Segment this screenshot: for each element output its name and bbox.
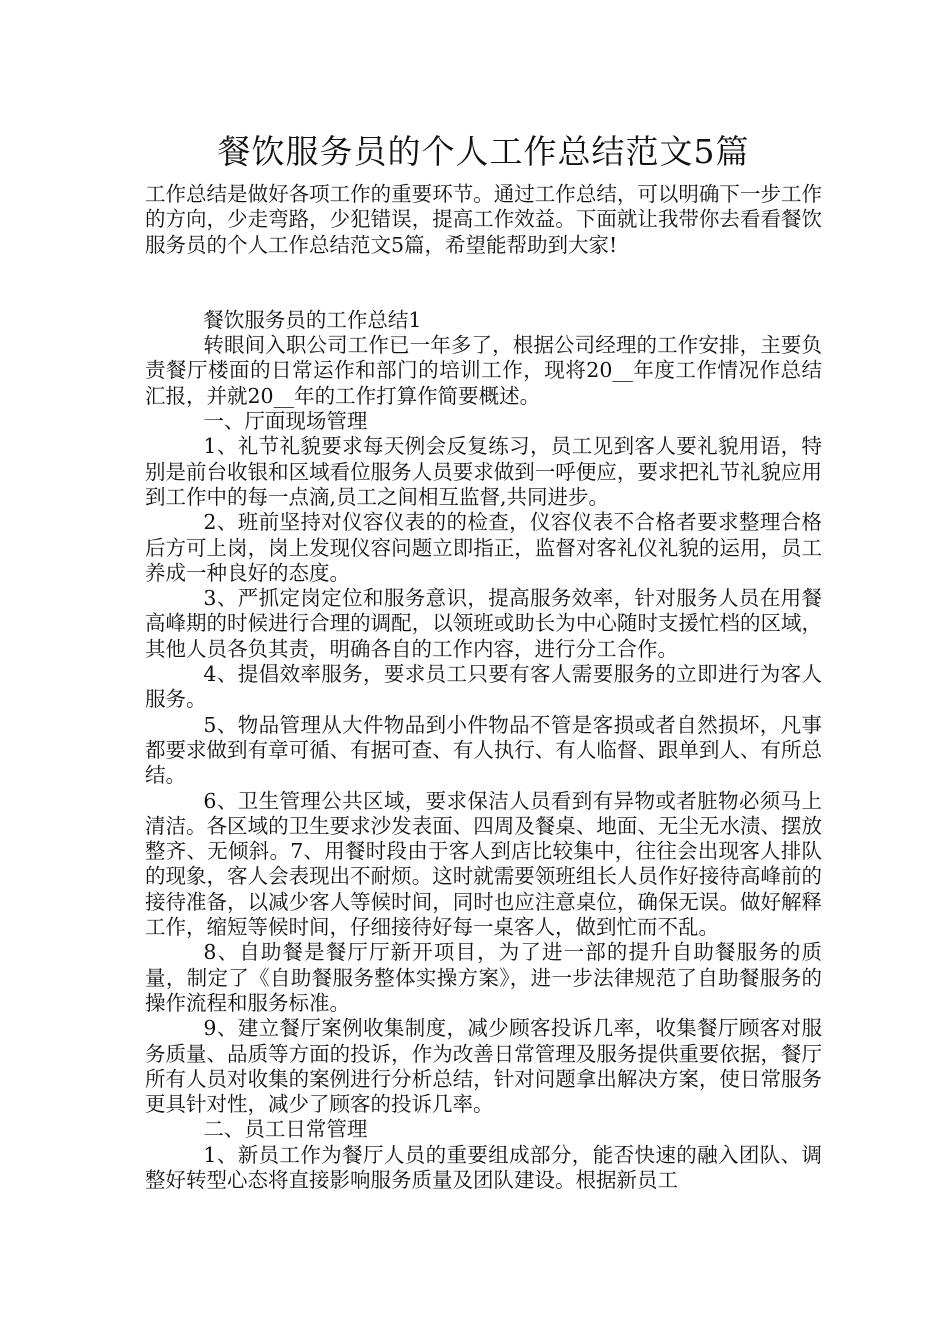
paragraph-gap [145,258,822,308]
body-paragraph: 9、建立餐厅案例收集制度，减少顾客投诉几率，收集餐厅顾客对服务质量、品质等方面的投诉，作为改善日常管理及服务提供重要依据，餐厅所有人员对收集的案例进行分析总结，针对问题拿出解决方案，使日常服务更具针对性，减少了顾客的投诉几率。 [145,1016,822,1117]
subsection-heading: 二、员工日常管理 [203,1117,368,1142]
body-paragraph: 2、班前坚持对仪容仪表的的检查，仪容仪表不合格者要求整理合格后方可上岗，岗上发现仪容问题立即指正，监督对客礼仪礼貌的运用，员工养成一种良好的态度。 [145,510,822,585]
body-paragraph: 5、物品管理从大件物品到小件物品不管是客损或者自然损坏，凡事都要求做到有章可循、有据可查、有人执行、有人临督、跟单到人、有所总结。 [145,712,822,788]
body-paragraph: 1、新员工作为餐厅人员的重要组成部分，能否快速的融入团队、调整好转型心态将直接影响服务质量及团队建设。根据新员工 [145,1142,822,1192]
subsection-heading: 一、厅面现场管理 [203,409,368,434]
body-paragraph: 6、卫生管理公共区域，要求保洁人员看到有异物或者脏物必须马上清洁。各区域的卫生要求沙发表面、四周及餐桌、地面、无尘无水渍、摆放整齐、无倾斜。7、用餐时段由于客人到店比较集中，往往会出现客人排队的现象，客人会表现出不耐烦。这时就需要领班组长人员作好接待高峰前的接待准备，以减少客人等候时间，同时也应注意桌位，确保无误。做好解释工作，缩短等候时间，仔细接待好每一桌客人，做到忙而不乱。 [145,788,822,940]
body-paragraph: 3、严抓定岗定位和服务意识，提高服务效率，针对服务人员在用餐高峰期的时候进行合理的调配，以领班或助长为中心随时支援忙档的区域，其他人员各负其责，明确各自的工作内容，进行分工合作。 [145,586,822,661]
document-title: 餐饮服务员的个人工作总结范文5篇 [217,132,750,171]
body-paragraph: 4、提倡效率服务，要求员工只要有客人需要服务的立即进行为客人服务。 [145,662,822,712]
section-heading: 餐饮服务员的工作总结1 [203,307,422,332]
body-paragraph: 8、自助餐是餐厅厅新开项目，为了进一部的提升自助餐服务的质量，制定了《自助餐服务整体实操方案》，进一步法律规范了自助餐服务的操作流程和服务标准。 [145,940,822,1015]
intro-paragraph: 工作总结是做好各项工作的重要环节。通过工作总结，可以明确下一步工作的方向，少走弯路，少犯错误，提高工作效益。下面就让我带你去看看餐饮服务员的个人工作总结范文5篇，希望能帮助到大家! [145,182,822,257]
body-paragraph: 转眼间入职公司工作已一年多了，根据公司经理的工作安排，主要负责餐厅楼面的日常运作和部门的培训工作，现将20__年度工作情况作总结汇报，并就20__年的工作打算作简要概述。 [145,333,822,408]
body-paragraph: 1、礼节礼貌要求每天例会反复练习，员工见到客人要礼貌用语，特别是前台收银和区域看位服务人员要求做到一呼便应，要求把礼节礼貌应用到工作中的每一点滴,员工之间相互监督,共同进步。 [145,434,822,509]
